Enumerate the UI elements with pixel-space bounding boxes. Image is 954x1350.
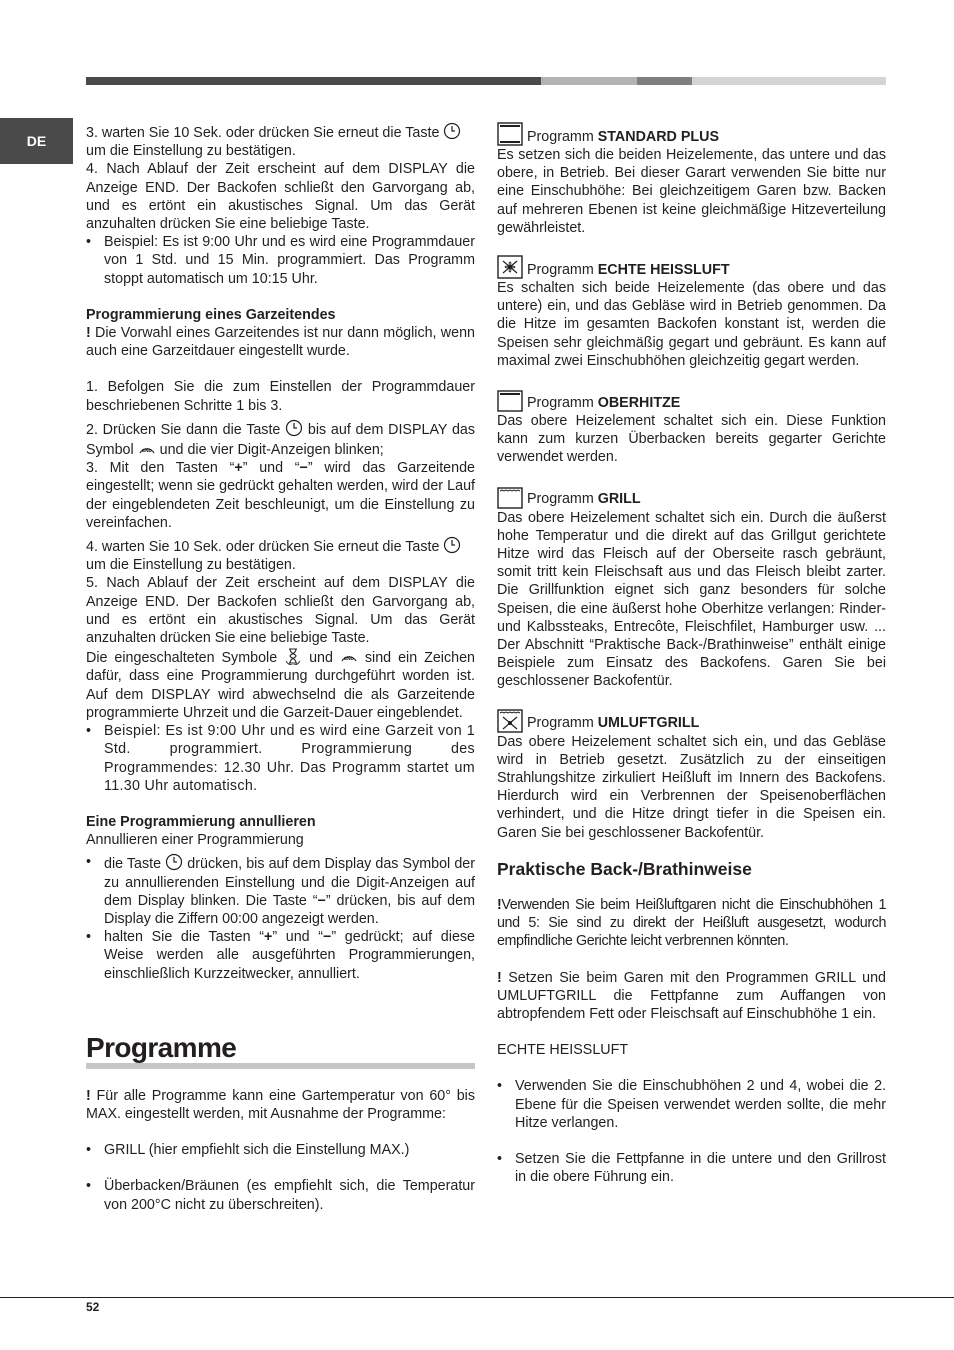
plus-icon: + xyxy=(234,460,243,477)
section-heading: Praktische Back-/Brathinweise xyxy=(497,858,752,879)
footer-rule xyxy=(0,1297,954,1298)
program-entry-oberhitze xyxy=(497,388,886,467)
list-item: • GRILL (hier empfiehlt sich die Einstellung MAX.) xyxy=(86,1141,475,1159)
end-icon xyxy=(340,647,358,665)
program-description: Das obere Heizelement schaltet sich ein. Diese Funktion kann zum kurzen Überbacken bereits gegarter Gerichte verwendet werden. xyxy=(497,413,886,466)
page-number: 52 xyxy=(86,1300,100,1314)
step: 3. Mit den Tasten “+” und “−” wird das Garzeitende eingestellt; wenn sie gedrückt gehalten werden, wird der Lauf der eingeblendeten Zeit beschleunigt, um die Einstellung zu vereinfachen. xyxy=(86,460,475,531)
bar-segment-pale xyxy=(692,77,886,85)
end-icon xyxy=(138,439,156,457)
right-column xyxy=(497,122,886,1186)
warning-mark: ! xyxy=(86,1087,91,1104)
program-heading: Programm GRILL xyxy=(497,485,886,509)
program-description: Es setzen sich die beiden Heizelemente, das untere und das obere, in Betrieb. Bei dieser Garart verwenden Sie bitte nur eine Einschubhöhe: Bei gleichzeitigem Garen bzw. Backen auf mehreren Ebenen ist keine gleichmäßige Hitzeverteilung gewährleistet. xyxy=(497,147,886,236)
list-item: • Beispiel: Es ist 9:00 Uhr und es wird eine Garzeit von 1 Std. programmiert. Programmierung des Programmendes: 12.30 Uhr. Das Programm startet um 11.30 Uhr automatisch. xyxy=(86,722,475,795)
page-title: Programme xyxy=(86,1031,237,1063)
header-color-bar xyxy=(86,77,886,85)
subsection-label: ECHTE HEISSLUFT xyxy=(497,1042,629,1059)
program-entry-grill xyxy=(497,485,886,691)
plus-icon: + xyxy=(263,929,273,946)
program-description: Das obere Heizelement schaltet sich ein, und das Gebläse wird in Betrieb gesetzt. Zusätzlich zu der einseitigen Strahlungshitze zirkuliert Heißluft im Innern des Backofens. Hierdurch wird ein Verbrennen der Speisenoberflächen verhindert, und die Hitze dringt tiefer in die Speisen ein. Garen Sie bei geschlossener Backofentür. xyxy=(497,733,886,841)
clock-icon xyxy=(165,853,183,871)
warning-mark: ! xyxy=(497,896,502,913)
step: 4. warten Sie 10 Sek. oder drücken Sie erneut die Taste um die Einstellung zu bestätigen. xyxy=(86,536,475,574)
minus-icon: − xyxy=(317,892,326,909)
top-heat-icon xyxy=(497,388,523,412)
paragraph: 4. Nach Ablauf der Zeit erscheint auf dem DISPLAY die Anzeige END. Der Backofen schließt den Garvorgang ab, und es ertönt ein akustisches Signal. Um das Gerät anzuhalten drücken Sie eine beliebige Taste. xyxy=(86,161,475,233)
paragraph: Annullieren einer Programmierung xyxy=(86,832,304,849)
list-item: • halten Sie die Tasten “+” und “−” gedrückt; auf diese Weise werden alle ausgeführten Programmierungen, einschließlich Kurzzeitwecker, annulliert. xyxy=(86,928,475,983)
program-entry-umluftgrill xyxy=(497,709,886,842)
step: 5. Nach Ablauf der Zeit erscheint auf dem DISPLAY die Anzeige END. Der Backofen schließt den Garvorgang ab, und es ertönt ein akustisches Signal. Um das Gerät anzuhalten drücken Sie eine beliebige Taste. xyxy=(86,575,475,647)
warning-paragraph: ! Setzen Sie beim Garen mit den Programmen GRILL und UMLUFTGRILL die Fettpfanne zum Auffangen von abtropfendem Fett oder Fleischsaft auf Einschubhöhe 1 ein. xyxy=(497,969,886,1022)
program-heading: Programm OBERHITZE xyxy=(497,388,886,412)
list-item: • Beispiel: Es ist 9:00 Uhr und es wird eine Programmdauer von 1 Std. und 15 Min. programmiert. Das Programm stoppt automatisch um 10:15 Uhr. xyxy=(86,233,475,288)
minus-icon: − xyxy=(299,460,308,477)
step: 2. Drücken Sie dann die Taste bis auf dem DISPLAY das Symbol END und die vier Digit-Anzeigen blinken; xyxy=(86,419,475,459)
list-item: • Überbacken/Bräunen (es empfiehlt sich, die Temperatur von 200°C nicht zu überschreiten). xyxy=(86,1177,475,1213)
hourglass-icon xyxy=(284,647,302,665)
warning-mark: ! xyxy=(86,325,91,342)
warning-mark: ! xyxy=(497,969,502,986)
list-item: • Setzen Sie die Fettpfanne in die untere und den Grillrost in die obere Führung ein. xyxy=(497,1150,886,1186)
program-description: Das obere Heizelement schaltet sich ein. Durch die äußerst hohe Temperatur und die direkt auf das Grillgut gerichtete Hitze wird das Fleisch auf der Oberseite rasch gebräunt, somit tritt kein Fleischsaft aus und das Fleisch bleibt zarter. Die Grillfunktion eignet sich ganz besonders für solche Speisen, die eine äußerst hohe Oberhitze verlangen: Rinder- und Kalbssteaks, Entrecôte, Fleischfilet, Hamburger usw. ... Der Abschnitt “Praktische Back-/Brathinweise” enthält einige Beispiele zum Einsatz des Backofens. Garen Sie bei geschlossener Backofentür. xyxy=(497,509,886,690)
program-entry-echte-heissluft xyxy=(497,255,886,370)
section-heading: Eine Programmierung annullieren xyxy=(86,813,316,830)
program-heading: Programm STANDARD PLUS xyxy=(497,122,886,146)
warning-paragraph: ! Die Vorwahl eines Garzeitendes ist nur dann möglich, wenn auch eine Garzeitdauer eingestellt wurde. xyxy=(86,325,475,360)
bar-segment-dark xyxy=(86,77,541,85)
bar-segment-light xyxy=(541,77,637,85)
grill-icon xyxy=(497,485,523,509)
program-heading: Programm ECHTE HEISSLUFT xyxy=(497,255,886,279)
paragraph: 3. warten Sie 10 Sek. oder drücken Sie erneut die Taste um die Einstellung zu bestätigen. xyxy=(86,122,475,160)
warning-paragraph: ! Für alle Programme kann eine Gartemperatur von 60° bis MAX. eingestellt werden, mit Ausnahme der Programme: xyxy=(86,1087,475,1122)
paragraph: Die eingeschalteten Symbole und END sind ein Zeichen dafür, dass eine Programmierung durchgeführt worden ist. Auf dem DISPLAY wird abwechselnd die als Garzeitende programmierte Uhrzeit und die Garzeit-Dauer eingeblendet. xyxy=(86,647,475,722)
step: 1. Befolgen Sie die zum Einstellen der Programmdauer beschriebenen Schritte 1 bis 3. xyxy=(86,379,475,414)
left-column xyxy=(86,122,475,1214)
language-tab: DE xyxy=(0,118,73,164)
svg-text:END: END xyxy=(141,448,152,454)
clock-icon xyxy=(443,122,461,140)
minus-icon: − xyxy=(323,929,332,946)
clock-icon xyxy=(285,419,303,437)
program-description: Es schalten sich beide Heizelemente (das obere und das untere) ein, und das Gebläse wird in Betrieb genommen. Da die Hitze im gesamten Backofen konstant ist, werden die Speisen sehr gleichmäßig gegart und gebräunt. Es kann auf maximal zwei Einschubhöhen gleichzeitig gegart werden. xyxy=(497,280,886,369)
fan-icon xyxy=(497,255,523,279)
clock-icon xyxy=(443,536,461,554)
fan-grill-icon xyxy=(497,709,523,733)
bar-segment-mid xyxy=(637,77,692,85)
svg-text:END: END xyxy=(344,656,354,662)
program-entry-standard-plus xyxy=(497,122,886,237)
list-item: • die Taste drücken, bis auf dem Display das Symbol der zu annullierenden Einstellung und die Digit-Anzeigen auf dem Display blinken. Die Taste “−” drücken, bis auf dem Display die Ziffern 00:00 angezeigt werden. xyxy=(86,853,475,928)
warning-paragraph: !Verwenden Sie beim Heißluftgaren nicht die Einschubhöhen 1 und 5: Sie sind zu direkt der Heißluft ausgesetzt, wodurch empfindliche Gerichte leicht verbrennen könnten. xyxy=(497,896,886,950)
list-item: • Verwenden Sie die Einschubhöhen 2 und 4, wobei die 2. Ebene für die Speisen verwendet werden sollte, die mehr Hitze verlangen. xyxy=(497,1077,886,1132)
program-heading: Programm UMLUFTGRILL xyxy=(497,709,886,733)
standard-plus-icon xyxy=(497,122,523,146)
section-heading: Programmierung eines Garzeitendes xyxy=(86,306,336,323)
